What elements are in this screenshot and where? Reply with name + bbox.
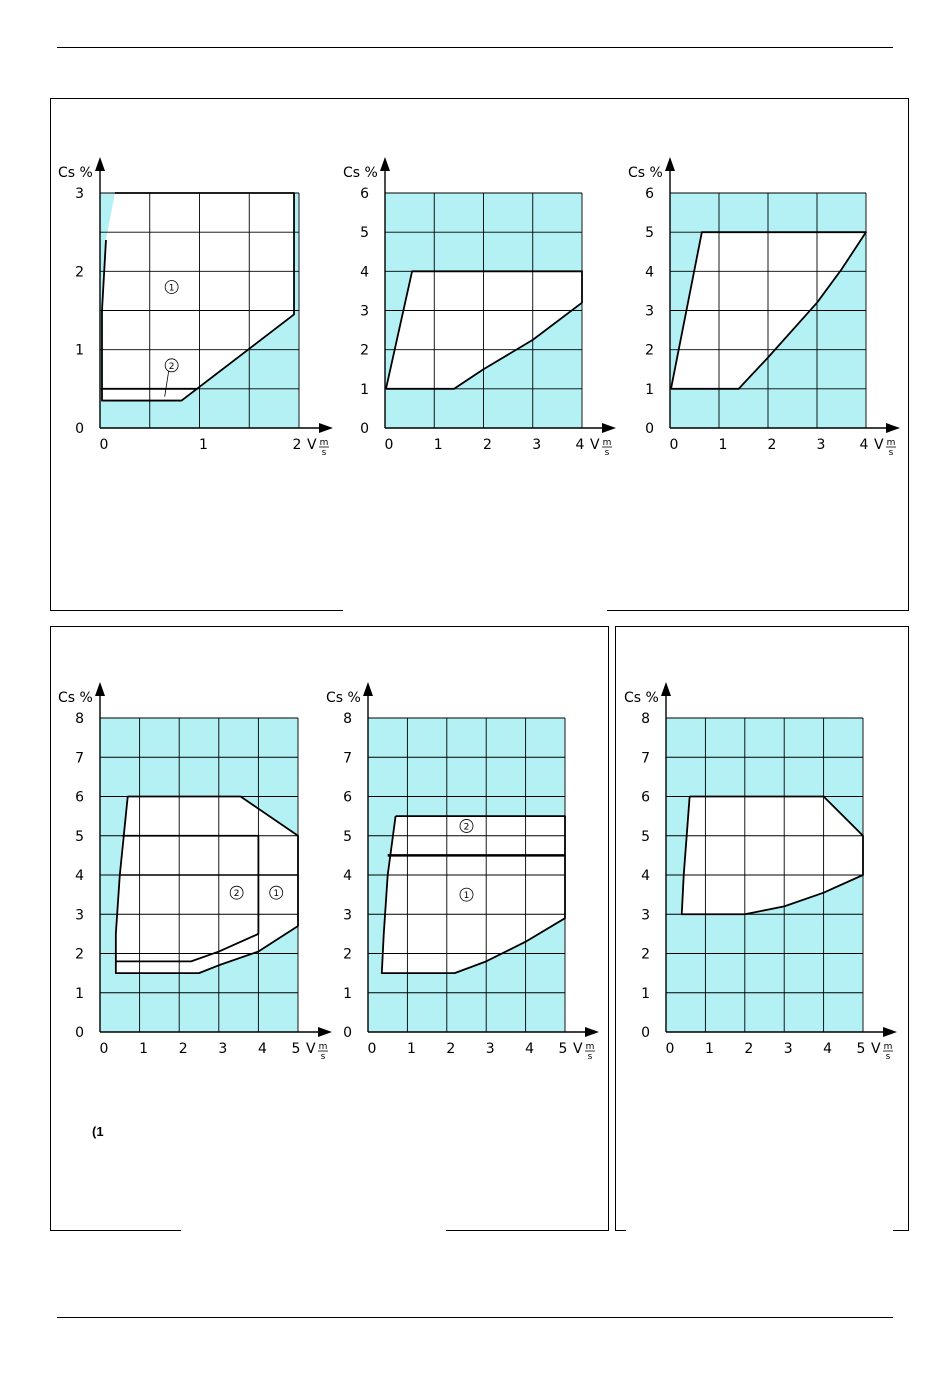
- y-tick-label: 4: [360, 264, 369, 281]
- y-tick-label: 7: [75, 750, 84, 767]
- x-unit-denominator: s: [885, 1052, 891, 1062]
- y-tick-label: 1: [343, 985, 352, 1002]
- x-tick-label: 4: [859, 437, 869, 453]
- x-tick-label: 0: [99, 437, 109, 453]
- y-tick-label: 6: [360, 186, 369, 202]
- x-axis-arrow: [883, 1027, 897, 1037]
- x-unit-denominator: s: [320, 1052, 326, 1062]
- x-unit-denominator: s: [587, 1052, 593, 1062]
- y-tick-label: 2: [75, 264, 84, 281]
- y-tick-label: 2: [343, 946, 352, 963]
- y-axis-label: Cs %: [624, 690, 659, 706]
- x-tick-label: 1: [433, 437, 443, 453]
- y-tick-label: 4: [343, 868, 352, 884]
- y-tick-label: 2: [641, 946, 650, 963]
- x-tick-label: 2: [483, 437, 492, 453]
- x-tick-label: 0: [669, 437, 679, 453]
- y-tick-label: 1: [645, 381, 654, 398]
- x-unit-letter: V: [306, 1041, 316, 1057]
- y-tick-label: 2: [645, 342, 654, 359]
- region-marker-label: 1: [463, 891, 470, 902]
- x-unit-letter: V: [871, 1041, 881, 1057]
- x-tick-label: 3: [532, 437, 542, 453]
- x-tick-label: 3: [816, 437, 826, 453]
- y-tick-label: 5: [641, 828, 650, 845]
- y-axis-label: Cs %: [58, 690, 93, 706]
- y-tick-label: 4: [641, 868, 650, 884]
- x-tick-label: 5: [558, 1041, 568, 1057]
- y-tick-label: 8: [75, 711, 84, 727]
- y-tick-label: 3: [75, 186, 84, 202]
- y-tick-label: 6: [75, 789, 84, 806]
- x-tick-label: 4: [823, 1041, 833, 1057]
- x-tick-label: 0: [99, 1041, 109, 1057]
- x-tick-label: 3: [783, 1041, 793, 1057]
- region-marker-label: 2: [233, 889, 240, 900]
- x-unit-letter: V: [590, 437, 600, 453]
- x-unit-numerator: m: [585, 1042, 595, 1052]
- x-unit-denominator: s: [604, 448, 610, 458]
- y-tick-label: 3: [641, 907, 650, 924]
- y-tick-label: 6: [343, 789, 352, 806]
- y-tick-label: 0: [645, 421, 654, 437]
- x-tick-label: 0: [367, 1041, 377, 1057]
- y-tick-label: 6: [641, 789, 650, 806]
- x-tick-label: 1: [199, 437, 208, 453]
- x-unit-letter: V: [573, 1041, 583, 1057]
- x-tick-label: 2: [292, 437, 302, 453]
- x-unit-numerator: m: [602, 438, 612, 448]
- x-unit-numerator: m: [318, 1042, 328, 1052]
- y-tick-label: 1: [75, 342, 84, 359]
- y-axis-label: Cs %: [58, 165, 93, 181]
- y-tick-label: 5: [75, 828, 84, 845]
- x-tick-label: 5: [291, 1041, 301, 1057]
- x-unit-letter: V: [307, 437, 317, 453]
- x-unit-letter: V: [874, 437, 884, 453]
- y-axis-label: Cs %: [343, 165, 378, 181]
- y-tick-label: 3: [75, 907, 84, 924]
- y-tick-label: 1: [75, 985, 84, 1002]
- y-tick-label: 3: [343, 907, 352, 924]
- x-tick-label: 1: [718, 437, 728, 453]
- region-marker-label: 1: [168, 283, 175, 294]
- y-axis-arrow: [661, 682, 671, 696]
- y-tick-label: 3: [645, 303, 654, 320]
- y-tick-label: 5: [645, 225, 654, 242]
- x-unit-denominator: s: [321, 448, 327, 458]
- y-tick-label: 1: [360, 381, 369, 398]
- y-tick-label: 8: [641, 711, 650, 727]
- x-tick-label: 0: [384, 437, 394, 453]
- x-tick-label: 1: [139, 1041, 149, 1057]
- y-axis-label: Cs %: [326, 690, 361, 706]
- x-tick-label: 2: [446, 1041, 456, 1057]
- y-tick-label: 7: [641, 750, 650, 767]
- y-tick-label: 4: [75, 868, 84, 884]
- y-tick-label: 4: [645, 264, 654, 281]
- x-tick-label: 4: [257, 1041, 267, 1057]
- y-tick-label: 6: [645, 186, 654, 202]
- region-marker-label: 2: [168, 361, 175, 372]
- x-tick-label: 4: [575, 437, 585, 453]
- x-tick-label: 2: [178, 1041, 188, 1057]
- x-tick-label: 2: [767, 437, 777, 453]
- y-tick-label: 8: [343, 711, 352, 727]
- y-tick-label: 0: [360, 421, 369, 437]
- footnote: (1: [92, 1124, 104, 1139]
- x-unit-numerator: m: [886, 438, 896, 448]
- x-tick-label: 1: [704, 1041, 714, 1057]
- y-tick-label: 0: [641, 1025, 650, 1041]
- region-marker-label: 1: [273, 889, 280, 900]
- y-tick-label: 0: [343, 1025, 352, 1041]
- y-tick-label: 5: [360, 225, 369, 242]
- x-tick-label: 3: [218, 1041, 228, 1057]
- y-tick-label: 2: [360, 342, 369, 359]
- x-tick-label: 3: [485, 1041, 495, 1057]
- x-tick-label: 1: [406, 1041, 416, 1057]
- y-tick-label: 0: [75, 1025, 84, 1041]
- y-tick-label: 0: [75, 421, 84, 437]
- region-marker-label: 2: [463, 822, 470, 833]
- y-tick-label: 5: [343, 828, 352, 845]
- x-tick-label: 0: [665, 1041, 675, 1057]
- y-tick-label: 3: [360, 303, 369, 320]
- y-tick-label: 7: [343, 750, 352, 767]
- x-unit-numerator: m: [319, 438, 329, 448]
- x-tick-label: 2: [744, 1041, 754, 1057]
- y-tick-label: 1: [641, 985, 650, 1002]
- x-unit-denominator: s: [888, 448, 894, 458]
- x-tick-label: 5: [856, 1041, 866, 1057]
- y-axis-label: Cs %: [628, 165, 663, 181]
- y-tick-label: 2: [75, 946, 84, 963]
- x-tick-label: 4: [525, 1041, 535, 1057]
- x-unit-numerator: m: [883, 1042, 893, 1052]
